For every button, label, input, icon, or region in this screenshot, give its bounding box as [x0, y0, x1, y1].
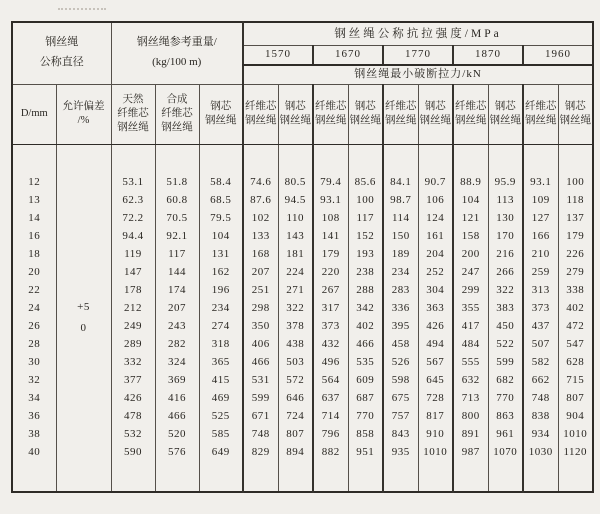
spacer-cell: [383, 462, 418, 492]
value-cell: 402: [558, 300, 593, 318]
header-row-1: [12, 22, 593, 45]
value-cell: 62.3: [111, 192, 155, 210]
col-header-steel-1960: 钢芯 钢丝绳: [558, 84, 593, 144]
value-cell: 796: [313, 426, 348, 444]
value-cell: 365: [199, 354, 243, 372]
row-diameter: 13: [12, 192, 56, 210]
value-cell: 891: [453, 426, 488, 444]
spacer-cell: [418, 144, 453, 174]
value-cell: 910: [418, 426, 453, 444]
value-cell: 882: [313, 444, 348, 462]
value-cell: 567: [418, 354, 453, 372]
value-cell: 338: [558, 282, 593, 300]
value-cell: 728: [418, 390, 453, 408]
value-cell: 109: [523, 192, 558, 210]
value-cell: 68.5: [199, 192, 243, 210]
value-cell: 93.1: [523, 174, 558, 192]
value-cell: 383: [488, 300, 523, 318]
value-cell: 266: [488, 264, 523, 282]
grade-1570: 1570: [243, 45, 313, 65]
row-diameter: 26: [12, 318, 56, 336]
value-cell: 817: [418, 408, 453, 426]
spacer-cell: [418, 462, 453, 492]
value-cell: 178: [111, 282, 155, 300]
value-cell: 234: [199, 300, 243, 318]
value-cell: 987: [453, 444, 488, 462]
value-cell: 1070: [488, 444, 523, 462]
value-cell: 350: [243, 318, 278, 336]
value-cell: 843: [383, 426, 418, 444]
grade-1770: 1770: [383, 45, 453, 65]
value-cell: 406: [243, 336, 278, 354]
value-cell: 332: [111, 354, 155, 372]
spacer-cell: [278, 462, 313, 492]
value-cell: 98.7: [383, 192, 418, 210]
value-cell: 58.4: [199, 174, 243, 192]
value-cell: 438: [278, 336, 313, 354]
value-cell: 271: [278, 282, 313, 300]
value-cell: 53.1: [111, 174, 155, 192]
value-cell: 649: [199, 444, 243, 462]
value-cell: 299: [453, 282, 488, 300]
value-cell: 599: [243, 390, 278, 408]
col-header-fiber-1670: 纤维芯 钢丝绳: [313, 84, 348, 144]
value-cell: 87.6: [243, 192, 278, 210]
value-cell: 158: [453, 228, 488, 246]
value-cell: 117: [155, 246, 199, 264]
col-header-tolerance: [56, 84, 111, 144]
spacer-cell: [488, 144, 523, 174]
spacer-cell: [383, 144, 418, 174]
value-cell: 117: [348, 210, 383, 228]
value-cell: 234: [383, 264, 418, 282]
value-cell: 894: [278, 444, 313, 462]
row-diameter: 22: [12, 282, 56, 300]
value-cell: 951: [348, 444, 383, 462]
spacer-cell: [488, 462, 523, 492]
value-cell: 216: [488, 246, 523, 264]
value-cell: 934: [523, 426, 558, 444]
value-cell: 143: [278, 228, 313, 246]
value-cell: 210: [523, 246, 558, 264]
value-cell: 1120: [558, 444, 593, 462]
value-cell: 496: [313, 354, 348, 372]
value-cell: 174: [155, 282, 199, 300]
value-cell: 526: [383, 354, 418, 372]
value-cell: 100: [558, 174, 593, 192]
value-cell: 520: [155, 426, 199, 444]
value-cell: 226: [558, 246, 593, 264]
spacer-cell: [313, 462, 348, 492]
value-cell: 432: [313, 336, 348, 354]
value-cell: 671: [243, 408, 278, 426]
value-cell: 133: [243, 228, 278, 246]
header-strength-title: 钢丝绳公称抗拉强度/MPa: [243, 22, 593, 45]
value-cell: 531: [243, 372, 278, 390]
col-header-steel-core-weight: 钢芯 钢丝绳: [199, 84, 243, 144]
row-diameter: 38: [12, 426, 56, 444]
wire-rope-spec-table: [11, 21, 594, 493]
spacer-cell: [453, 144, 488, 174]
spacer-cell: [558, 144, 593, 174]
value-cell: 110: [278, 210, 313, 228]
value-cell: 137: [558, 210, 593, 228]
value-cell: 748: [523, 390, 558, 408]
value-cell: 757: [383, 408, 418, 426]
value-cell: 322: [278, 300, 313, 318]
value-cell: 259: [523, 264, 558, 282]
value-cell: 484: [453, 336, 488, 354]
value-cell: 141: [313, 228, 348, 246]
tolerance-cell: [56, 144, 111, 492]
value-cell: 70.5: [155, 210, 199, 228]
row-diameter: 36: [12, 408, 56, 426]
value-cell: 322: [488, 282, 523, 300]
value-cell: 437: [523, 318, 558, 336]
value-cell: 807: [558, 390, 593, 408]
row-diameter: 34: [12, 390, 56, 408]
spacer-cell: [558, 462, 593, 492]
value-cell: 585: [199, 426, 243, 444]
value-cell: 807: [278, 426, 313, 444]
value-cell: 161: [418, 228, 453, 246]
value-cell: 150: [383, 228, 418, 246]
value-cell: 525: [199, 408, 243, 426]
spacer-cell: [243, 462, 278, 492]
value-cell: 417: [453, 318, 488, 336]
value-cell: 152: [348, 228, 383, 246]
value-cell: 662: [523, 372, 558, 390]
value-cell: 60.8: [155, 192, 199, 210]
value-cell: 478: [111, 408, 155, 426]
value-cell: 95.9: [488, 174, 523, 192]
value-cell: 74.6: [243, 174, 278, 192]
value-cell: 675: [383, 390, 418, 408]
spacer-cell: [453, 462, 488, 492]
value-cell: 838: [523, 408, 558, 426]
value-cell: 599: [488, 354, 523, 372]
value-cell: 313: [523, 282, 558, 300]
value-cell: 355: [453, 300, 488, 318]
col-header-fiber-1960: 纤维芯 钢丝绳: [523, 84, 558, 144]
value-cell: 168: [243, 246, 278, 264]
value-cell: 1030: [523, 444, 558, 462]
value-cell: 564: [313, 372, 348, 390]
value-cell: 547: [558, 336, 593, 354]
value-cell: 274: [199, 318, 243, 336]
value-cell: 113: [488, 192, 523, 210]
value-cell: 961: [488, 426, 523, 444]
value-cell: 80.5: [278, 174, 313, 192]
value-cell: 90.7: [418, 174, 453, 192]
col-header-steel-1570: 钢芯 钢丝绳: [278, 84, 313, 144]
value-cell: 79.5: [199, 210, 243, 228]
value-cell: 415: [199, 372, 243, 390]
value-cell: 426: [111, 390, 155, 408]
grade-1870: 1870: [453, 45, 523, 65]
value-cell: 646: [278, 390, 313, 408]
col-header-steel-1770: 钢芯 钢丝绳: [418, 84, 453, 144]
grade-1670: 1670: [313, 45, 383, 65]
col-header-synthetic-fiber: 合成 纤维芯 钢丝绳: [155, 84, 199, 144]
value-cell: 1010: [558, 426, 593, 444]
row-diameter: 20: [12, 264, 56, 282]
value-cell: 249: [111, 318, 155, 336]
value-cell: 363: [418, 300, 453, 318]
value-cell: 102: [243, 210, 278, 228]
value-cell: 724: [278, 408, 313, 426]
col-header-fiber-1570: 纤维芯 钢丝绳: [243, 84, 278, 144]
value-cell: 207: [243, 264, 278, 282]
spacer-cell: [243, 144, 278, 174]
value-cell: 85.6: [348, 174, 383, 192]
row-diameter: 28: [12, 336, 56, 354]
value-cell: 204: [418, 246, 453, 264]
value-cell: 283: [383, 282, 418, 300]
value-cell: 282: [155, 336, 199, 354]
value-cell: 572: [278, 372, 313, 390]
value-cell: 193: [348, 246, 383, 264]
value-cell: 162: [199, 264, 243, 282]
value-cell: 532: [111, 426, 155, 444]
value-cell: 84.1: [383, 174, 418, 192]
value-cell: 170: [488, 228, 523, 246]
value-cell: 324: [155, 354, 199, 372]
value-cell: 298: [243, 300, 278, 318]
value-cell: 279: [558, 264, 593, 282]
spacer-cell: [12, 144, 56, 174]
value-cell: 713: [453, 390, 488, 408]
spacer-cell: [155, 144, 199, 174]
value-cell: 904: [558, 408, 593, 426]
value-cell: 687: [348, 390, 383, 408]
value-cell: 682: [488, 372, 523, 390]
value-cell: 252: [418, 264, 453, 282]
col-header-steel-1870: 钢芯 钢丝绳: [488, 84, 523, 144]
value-cell: 220: [313, 264, 348, 282]
col-header-fiber-1770: 纤维芯 钢丝绳: [383, 84, 418, 144]
value-cell: 251: [243, 282, 278, 300]
value-cell: 196: [199, 282, 243, 300]
value-cell: 469: [199, 390, 243, 408]
value-cell: 108: [313, 210, 348, 228]
value-cell: 179: [558, 228, 593, 246]
value-cell: 200: [453, 246, 488, 264]
value-cell: 72.2: [111, 210, 155, 228]
value-cell: 770: [348, 408, 383, 426]
value-cell: 147: [111, 264, 155, 282]
value-cell: 829: [243, 444, 278, 462]
row-diameter: 12: [12, 174, 56, 192]
value-cell: 104: [199, 228, 243, 246]
value-cell: 94.4: [111, 228, 155, 246]
value-cell: 748: [243, 426, 278, 444]
spacer-cell: [155, 462, 199, 492]
value-cell: 535: [348, 354, 383, 372]
value-cell: 598: [383, 372, 418, 390]
value-cell: 342: [348, 300, 383, 318]
value-cell: 121: [453, 210, 488, 228]
value-cell: 238: [348, 264, 383, 282]
row-diameter: 18: [12, 246, 56, 264]
value-cell: 458: [383, 336, 418, 354]
spacer-cell: [523, 144, 558, 174]
col-header-tolerance-line1: 允许偏差: [62, 100, 105, 112]
value-cell: 317: [313, 300, 348, 318]
value-cell: 466: [243, 354, 278, 372]
value-cell: 181: [278, 246, 313, 264]
value-cell: 472: [558, 318, 593, 336]
value-cell: 51.8: [155, 174, 199, 192]
col-header-fiber-1870: 纤维芯 钢丝绳: [453, 84, 488, 144]
value-cell: 100: [348, 192, 383, 210]
spacer-cell: [348, 462, 383, 492]
tolerance-line: 0: [80, 321, 87, 334]
value-cell: 373: [313, 318, 348, 336]
spacer-cell: [12, 462, 56, 492]
value-cell: 166: [523, 228, 558, 246]
row-diameter: 16: [12, 228, 56, 246]
value-cell: 503: [278, 354, 313, 372]
value-cell: 637: [313, 390, 348, 408]
value-cell: 144: [155, 264, 199, 282]
header-diameter-line1: 钢丝绳: [45, 36, 79, 49]
header-weight-line2: (kg/100 m): [152, 56, 202, 69]
spacer-cell: [199, 462, 243, 492]
value-cell: 131: [199, 246, 243, 264]
spacer-cell: [348, 144, 383, 174]
value-cell: 858: [348, 426, 383, 444]
header-breaking-title: 钢丝绳最小破断拉力/kN: [243, 65, 593, 84]
value-cell: 114: [383, 210, 418, 228]
value-cell: 373: [523, 300, 558, 318]
value-cell: 179: [313, 246, 348, 264]
row-diameter: 32: [12, 372, 56, 390]
value-cell: 130: [488, 210, 523, 228]
value-cell: 628: [558, 354, 593, 372]
value-cell: 632: [453, 372, 488, 390]
value-cell: 118: [558, 192, 593, 210]
value-cell: 79.4: [313, 174, 348, 192]
value-cell: 288: [348, 282, 383, 300]
spacer-cell: [523, 462, 558, 492]
value-cell: 715: [558, 372, 593, 390]
value-cell: 106: [418, 192, 453, 210]
grade-1960: 1960: [523, 45, 593, 65]
value-cell: 289: [111, 336, 155, 354]
value-cell: 770: [488, 390, 523, 408]
value-cell: 336: [383, 300, 418, 318]
value-cell: 582: [523, 354, 558, 372]
value-cell: 92.1: [155, 228, 199, 246]
value-cell: 104: [453, 192, 488, 210]
value-cell: 247: [453, 264, 488, 282]
header-diameter-line2: 公称直径: [39, 56, 84, 69]
value-cell: 243: [155, 318, 199, 336]
value-cell: 212: [111, 300, 155, 318]
value-cell: 645: [418, 372, 453, 390]
value-cell: 863: [488, 408, 523, 426]
header-diameter-group: [12, 22, 111, 84]
value-cell: 267: [313, 282, 348, 300]
value-cell: 522: [488, 336, 523, 354]
value-cell: 124: [418, 210, 453, 228]
col-header-diameter: D/mm: [12, 84, 56, 144]
value-cell: 304: [418, 282, 453, 300]
spacer-cell: [199, 144, 243, 174]
spacer-cell: [278, 144, 313, 174]
value-cell: 466: [348, 336, 383, 354]
value-cell: 416: [155, 390, 199, 408]
value-cell: 318: [199, 336, 243, 354]
value-cell: 426: [418, 318, 453, 336]
value-cell: 800: [453, 408, 488, 426]
value-cell: 94.5: [278, 192, 313, 210]
value-cell: 369: [155, 372, 199, 390]
value-cell: 609: [348, 372, 383, 390]
spacer-row: [12, 144, 593, 174]
value-cell: 395: [383, 318, 418, 336]
value-cell: 714: [313, 408, 348, 426]
row-diameter: 24: [12, 300, 56, 318]
value-cell: 576: [155, 444, 199, 462]
value-cell: 466: [155, 408, 199, 426]
spacer-cell: [313, 144, 348, 174]
col-header-natural-fiber: 天然 纤维芯 钢丝绳: [111, 84, 155, 144]
header-weight-line1: 钢丝绳参考重量/: [136, 36, 217, 49]
row-diameter: 30: [12, 354, 56, 372]
value-cell: 93.1: [313, 192, 348, 210]
value-cell: 224: [278, 264, 313, 282]
col-header-steel-1670: 钢芯 钢丝绳: [348, 84, 383, 144]
value-cell: 507: [523, 336, 558, 354]
column-header-row: [12, 84, 593, 144]
value-cell: 1010: [418, 444, 453, 462]
value-cell: 88.9: [453, 174, 488, 192]
header-weight-group: [111, 22, 243, 84]
row-diameter: 14: [12, 210, 56, 228]
value-cell: 450: [488, 318, 523, 336]
value-cell: 494: [418, 336, 453, 354]
value-cell: 402: [348, 318, 383, 336]
value-cell: 189: [383, 246, 418, 264]
spacer-cell: [111, 144, 155, 174]
value-cell: 377: [111, 372, 155, 390]
value-cell: 127: [523, 210, 558, 228]
value-cell: 935: [383, 444, 418, 462]
value-cell: 555: [453, 354, 488, 372]
value-cell: 590: [111, 444, 155, 462]
value-cell: 119: [111, 246, 155, 264]
value-cell: 207: [155, 300, 199, 318]
spacer-cell: [111, 462, 155, 492]
value-cell: 378: [278, 318, 313, 336]
scan-artifact: [58, 8, 106, 10]
row-diameter: 40: [12, 444, 56, 462]
tolerance-line: +5: [77, 300, 90, 313]
col-header-tolerance-line2: /%: [77, 115, 90, 126]
table-body: [12, 144, 593, 492]
